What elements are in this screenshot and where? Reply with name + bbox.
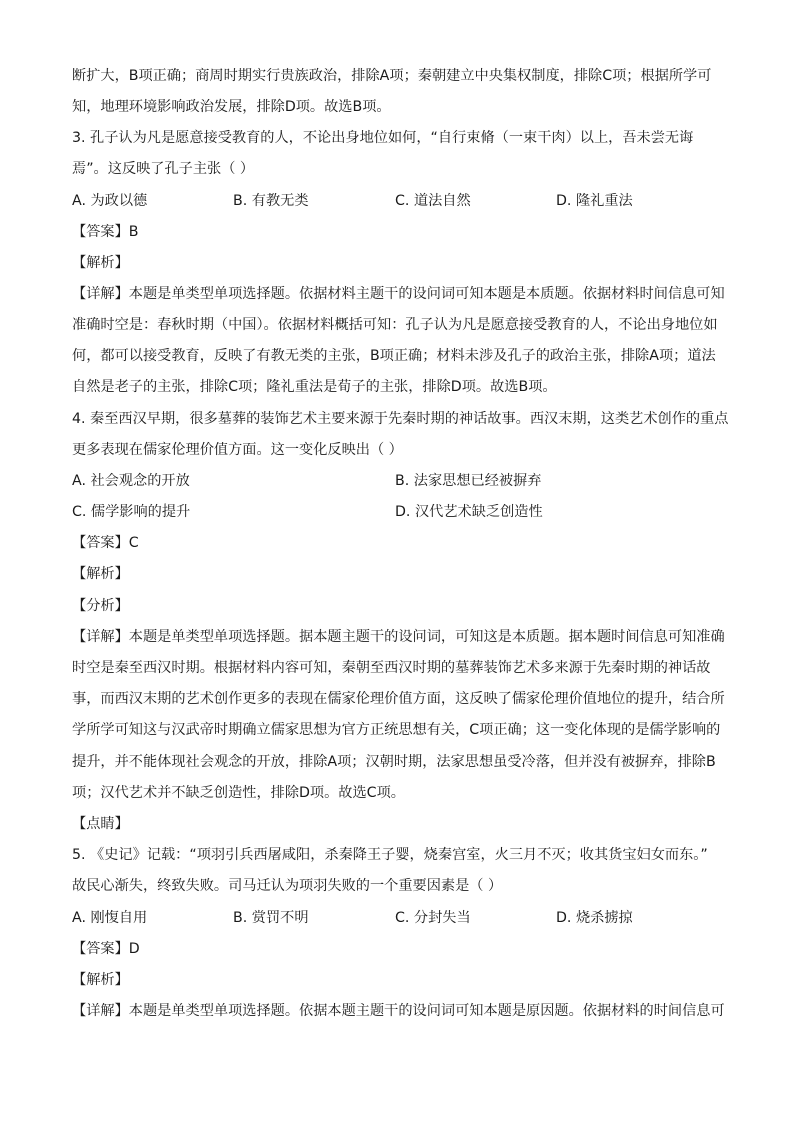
explanation-line: 【详解】本题是单类型单项选择题。依据本题主题干的设问词可知本题是原因题。依据材料的时间信息可: [72, 1003, 725, 1019]
q3-option-b: B. 有教无类: [233, 193, 309, 209]
explanation-line: 何，都可以接受教育，反映了有教无类的主张，B项正确；材料未涉及孔子的政治主张，排除A项；道法: [72, 348, 716, 364]
question-3-stem: 3. 孔子认为凡是愿意接受教育的人，不论出身地位如何，“自行束脩（一束干肉）以上，吾未尝无诲: [72, 130, 694, 146]
text-line: 断扩大，B项正确；商周时期实行贵族政治，排除A项；秦朝建立中央集权制度，排除C项；根据所学可: [72, 68, 712, 84]
analysis-sub-label: 【分析】: [72, 598, 129, 614]
analysis-label: 【解析】: [72, 972, 129, 988]
q4-option-d: D. 汉代艺术缺乏创造性: [395, 504, 543, 520]
question-4-stem: 更多表现在儒家伦理价值方面。这一变化反映出（ ）: [72, 442, 403, 458]
explanation-line: 学所学可知这与汉武帝时期确立儒家思想为官方正统思想有关，C项正确；这一变化体现的是儒学影响的: [72, 722, 721, 738]
q5-option-b: B. 赏罚不明: [233, 910, 309, 926]
explanation-line: 【详解】本题是单类型单项选择题。据本题主题干的设问词，可知这是本质题。据本题时间信息可知准确: [72, 629, 725, 645]
explanation-line: 准确时空是：春秋时期（中国）。依据材料概括可知：孔子认为凡是愿意接受教育的人，不论出身地位如: [72, 317, 718, 333]
q5-option-c: C. 分封失当: [395, 910, 471, 926]
explanation-line: 项；汉代艺术并不缺乏创造性，排除D项。故选C项。: [72, 785, 405, 801]
q3-option-d: D. 隆礼重法: [556, 193, 633, 209]
explanation-line: 自然是老子的主张，排除C项；隆礼重法是荀子的主张，排除D项。故选B项。: [72, 379, 557, 395]
text-line: 知，地理环境影响政治发展，排除D项。故选B项。: [72, 99, 391, 115]
q4-option-c: C. 儒学影响的提升: [72, 504, 191, 520]
question-5-stem: 故民心渐失，终致失败。司马迁认为项羽失败的一个重要因素是（ ）: [72, 878, 503, 894]
q3-option-c: C. 道法自然: [395, 193, 471, 209]
explanation-line: 提升，并不能体现社会观念的开放，排除A项；汉朝时期，法家思想虽受冷落，但并没有被摒弃，排除B: [72, 754, 716, 770]
q4-option-a: A. 社会观念的开放: [72, 473, 190, 489]
q4-option-b: B. 法家思想已经被摒弃: [395, 473, 542, 489]
q5-option-a: A. 刚愎自用: [72, 910, 148, 926]
explanation-line: 时空是秦至西汉时期。根据材料内容可知，秦朝至西汉时期的墓葬装饰艺术多来源于先秦时期的神话故: [72, 660, 711, 676]
answer-label: 【答案】C: [72, 535, 139, 551]
tips-label: 【点睛】: [72, 816, 129, 832]
analysis-label: 【解析】: [72, 255, 129, 271]
explanation-line: 事，而西汉末期的艺术创作更多的表现在儒家伦理价值方面，这反映了儒家伦理价值地位的提升，结合所: [72, 691, 725, 707]
q3-option-a: A. 为政以德: [72, 193, 148, 209]
q5-option-d: D. 烧杀掳掠: [556, 910, 633, 926]
answer-label: 【答案】B: [72, 224, 139, 240]
question-3-stem: 焉”。这反映了孔子主张（ ）: [72, 161, 255, 177]
analysis-label: 【解析】: [72, 566, 129, 582]
question-4-stem: 4. 秦至西汉早期，很多墓葬的装饰艺术主要来源于先秦时期的神话故事。西汉末期，这类艺术创作的重点: [72, 411, 729, 427]
explanation-line: 【详解】本题是单类型单项选择题。依据材料主题干的设问词可知本题是本质题。依据材料时间信息可知: [72, 286, 725, 302]
question-5-stem: 5. 《史记》记载：“项羽引兵西屠咸阳，杀秦降王子婴，烧秦宫室，火三月不灭；收其货宝妇女而东。”: [72, 847, 708, 863]
answer-label: 【答案】D: [72, 941, 140, 957]
